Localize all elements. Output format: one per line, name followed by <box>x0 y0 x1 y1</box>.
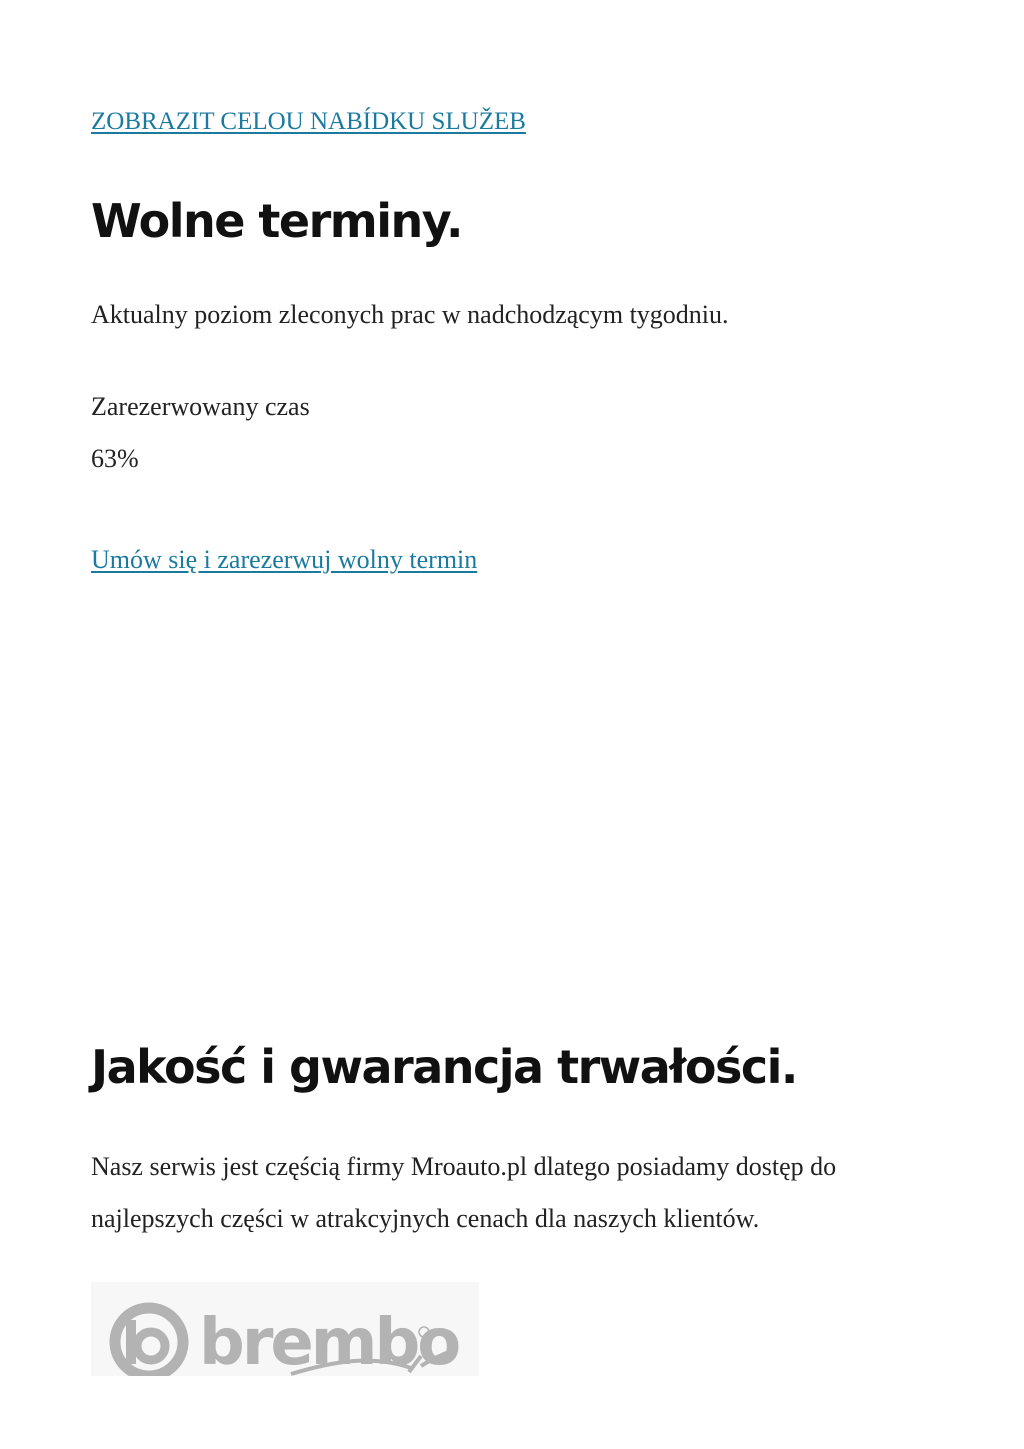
partner-logo <box>91 1282 479 1376</box>
quality-paragraph <box>91 1141 911 1245</box>
booked-time-percent: 63% <box>91 444 139 473</box>
brembo-logo-icon <box>91 1282 479 1376</box>
booked-time-label: Zarezerwowany czas <box>91 392 310 421</box>
free-slots-heading: Wolne terminy. <box>91 194 462 248</box>
workload-description: Aktualny poziom zleconych prac w nadchodzącym tygodniu. <box>91 300 729 329</box>
quality-heading: Jakość i gwarancja trwałości. <box>91 1040 797 1094</box>
quality-paragraph-line-2: najlepszych części w atrakcyjnych cenach dla naszych klientów. <box>91 1204 760 1233</box>
quality-paragraph-line-1: Nasz serwis jest częścią firmy Mroauto.pl dlatego posiadamy dostęp do <box>91 1152 837 1181</box>
view-all-services-link[interactable]: ZOBRAZIT CELOU NABÍDKU SLUŽEB <box>91 108 526 135</box>
book-appointment-link[interactable]: Umów się i zarezerwuj wolny termin <box>91 545 478 574</box>
brembo-wordmark: brembo <box>199 1306 459 1376</box>
